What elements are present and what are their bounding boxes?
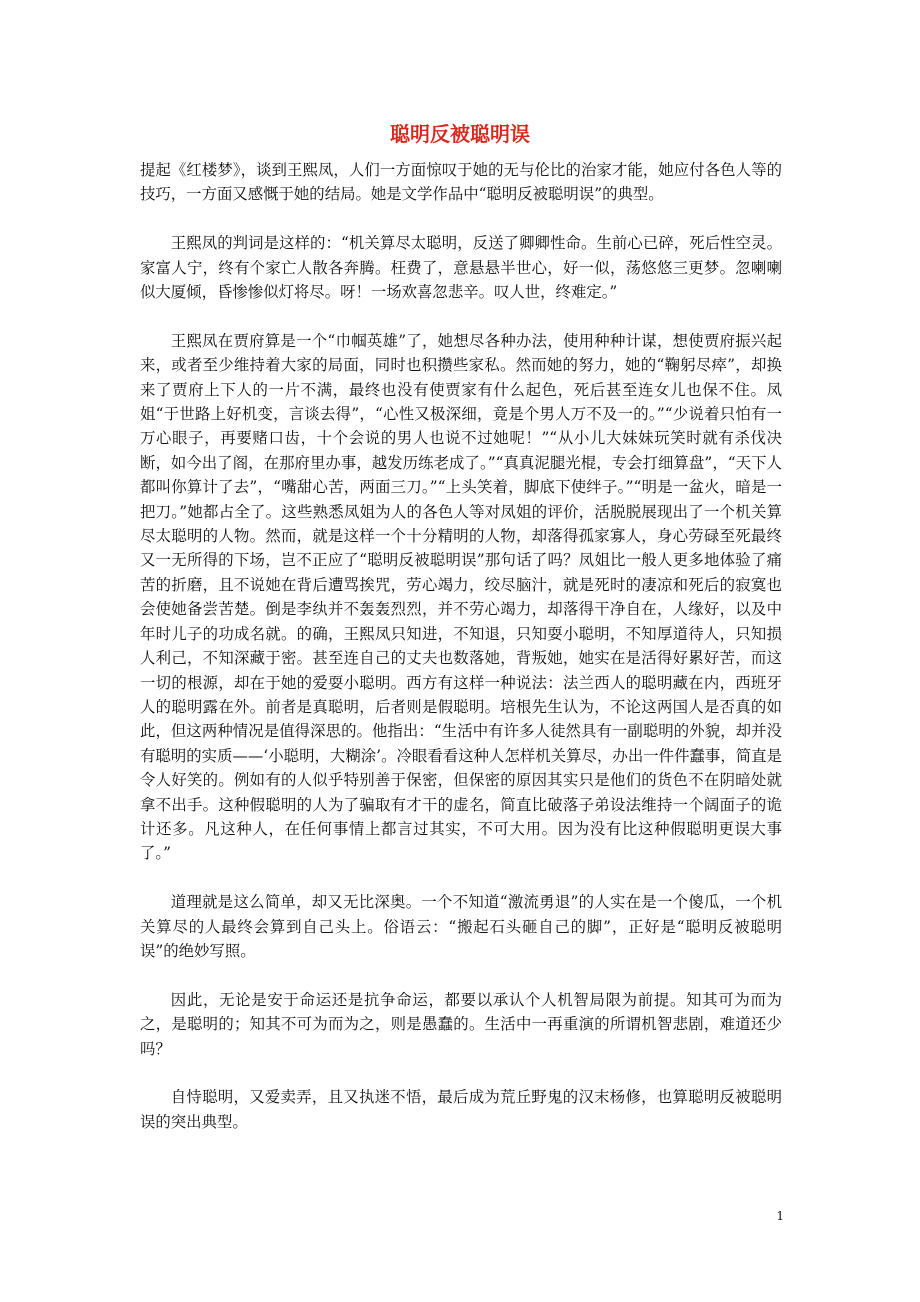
page-number: 1 — [776, 1209, 784, 1223]
paragraph-conclusion: 因此，无论是安于命运还是抗争命运，都要以承认个人机智局限为前提。知其可为而为之，是聪明的；知其不可为而为之，则是愚蠢的。生活中一再重演的所谓机智悲剧，难道还少吗？ — [140, 990, 782, 1058]
paragraph-reasoning: 道理就是这么简单，却又无比深奥。一个不知道“激流勇退”的人实在是一个傻瓜，一个机关算尽的人最终会算到自己头上。俗语云：“搬起石头砸自己的脚”，正好是“聪明反被聪明误”的绝妙写照。 — [140, 893, 782, 960]
document-body — [140, 158, 782, 1159]
paragraph-analysis: 王熙凤在贾府算是一个“巾帼英雄”了，她想尽各种办法，使用种种计谋，想使贾府振兴起来，或者至少维持着大家的局面，同时也积攒些家私。然而她的努力，她的“鞠躬尽瘁”，却换来了贾府上下人的一片不满，最终也没有使贾家有什么起色，死后甚至连女儿也保不住。凤姐“于世路上好机变，言谈去得”，“心性又极深细，竟是个男人万不及一的。”“少说着只怕有一万心眼子，再要赌口齿，十个会说的男人也说不过她呢！”“从小儿大妹妹玩笑时就有杀伐决断，如今出了阁，在那府里办事，越发历练老成了。”“真真泥腿光棍，专会打细算盘”，“天下人都叫你算计了去”，“嘴甜心苦，两面三刀。”“上头笑着，脚底下使绊子。”“明是一盆火，暗是一把刀。”她都占全了。这些熟悉凤姐为人的各色人等对凤姐的评价，活脱脱展现出了一个机关算尽太聪明的人物。然而，就是这样一个十分精明的人物，却落得孤家寡人，身心劳碌至死最终又一无所得的下场，岂不正应了“聪明反被聪明误”那句话了吗？凤姐比一般人更多地体验了痛苦的折磨，且不说她在背后遭骂挨咒，劳心竭力，绞尽脑汁，就是死时的凄凉和死后的寂寞也会使她备尝苦楚。倒是李纨并不轰轰烈烈，并不劳心竭力，却落得干净自在，人缘好，以及中年时儿子的功成名就。的确，王熙凤只知进，不知退，只知耍小聪明，不知厚道待人，只知损人利己，不知深藏于密。甚至连自己的丈夫也数落她，背叛她，她实在是活得好累好苦，而这一切的根源，却在于她的爱耍小聪明。西方有这样一种说法：法兰西人的聪明藏在内，西班牙人的聪明露在外。前者是真聪明，后者则是假聪明。培根先生认为，不论这两国人是否真的如此，但这两种情况是值得深思的。他指出：“生活中有许多人徒然具有一副聪明的外貌，却并没有聪明的实质——‘小聪明，大糊涂’。冷眼看看这种人怎样机关算尽，办出一件件蠢事，简直是令人好笑的。例如有的人似乎特别善于保密，但保密的原因其实只是他们的货色不在阴暗处就拿不出手。这种假聪明的人为了骗取有才干的虚名，简直比破落子弟设法维持一个阔面子的诡计还多。凡这种人，在任何事情上都言过其实，不可大用。因为没有比这种假聪明更误大事了。” — [140, 331, 782, 863]
page-title: 聪明反被聪明误 — [390, 122, 530, 146]
paragraph-example: 自恃聪明，又爱卖弄，且又执迷不悟，最后成为荒丘野鬼的汉末杨修，也算聪明反被聪明误的突出典型。 — [140, 1088, 782, 1131]
paragraph-verdict: 王熙凤的判词是这样的：“机关算尽太聪明，反送了卿卿性命。生前心已碎，死后性空灵。家富人宁，终有个家亡人散各奔腾。枉费了，意悬悬半世心，好一似，荡悠悠三更梦。忽喇喇似大厦倾，昏惨惨似灯将尽。呀！一场欢喜忽悲辛。叹人世，终难定。” — [140, 234, 782, 302]
paragraph-intro: 提起《红楼梦》，谈到王熙凤，人们一方面惊叹于她的无与伦比的治家才能，她应付各色人等的技巧，一方面又感慨于她的结局。她是文学作品中“聪明反被聪明误”的典型。 — [140, 161, 782, 204]
